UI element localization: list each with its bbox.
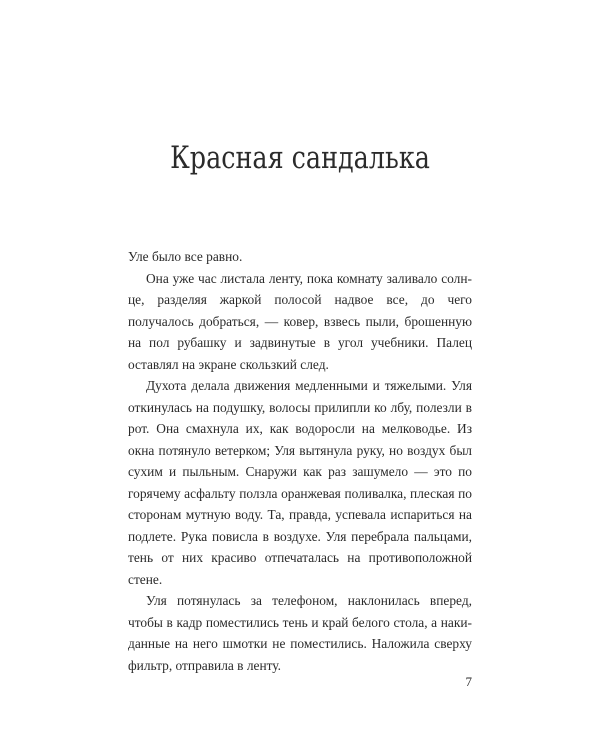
page-number: 7 bbox=[465, 674, 472, 689]
chapter-body bbox=[128, 246, 472, 676]
chapter-title: Красная сандалька bbox=[170, 140, 430, 176]
paragraph-3: Духота делала движения медленными и тяжелыми. Уля откинулась на подушку, волосы прилипли ко лбу, полезли в рот. Она смахнула их, как водоросли на мелководье. Из окна потянуло ветерком; Уля вытянула руку, но воздух был сухим и пыльным. Снаружи как раз зашумело — это по горячему асфальту ползла оранжевая поливалка, плеская по сторонам мутную воду. Та, правда, успевала испариться на подлете. Рука повисла в воздухе. Уля перебрала пальцами, тень от них красиво отпечаталась на противоположной стене. bbox=[128, 378, 472, 587]
paragraph-1: Уле было все равно. bbox=[128, 249, 243, 264]
paragraph-4: Уля потянулась за телефоном, наклонилась вперед, чтобы в кадр поместились тень и край белого стола, а накиданные на него шмотки не поместились. Наложила сверху фильтр, отправила в ленту. bbox=[128, 593, 472, 673]
paragraph-2: Она уже час листала ленту, пока комнату заливало солнце, разделяя жаркой полосой надвое все, до чего получалось добраться, — ковер, взвесь пыли, брошенную на пол рубашку и задвинутые в угол учебники. Палец оставлял на экране скользкий след. bbox=[128, 270, 472, 372]
